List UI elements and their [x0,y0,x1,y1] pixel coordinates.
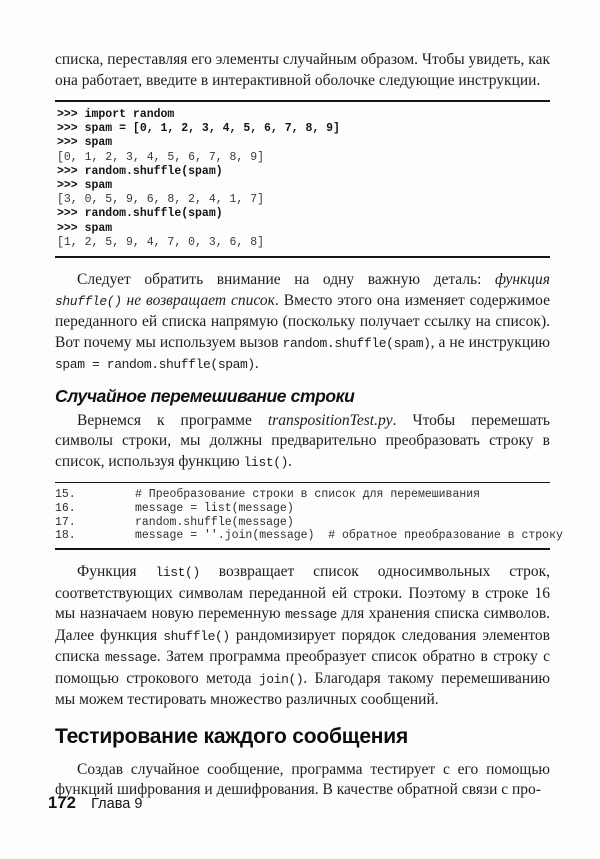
listing-line-code: # Преобразование строки в список для перемешивания [135,488,481,502]
text-run: , а не инструкцию [430,333,550,351]
listing-line-code: message = ''.join(message) # обратное преобразование в строку [135,529,563,543]
text-run: spam = random.shuffle(spam) [55,357,255,373]
listing-line-number: 15. [55,488,76,502]
text-run: random.shuffle(spam) [282,335,431,351]
text-run: для хранения списка символов. Далее функция [55,605,551,644]
chapter-label: Глава 9 [91,796,143,812]
code-line-text: >>> random.shuffle(spam) [57,164,223,178]
code-line [57,179,550,193]
text-run: функция [494,271,550,289]
text-run: shuffle() [163,628,230,644]
text-run: list() [243,454,289,470]
code-line [57,108,550,122]
code-line-text: >>> random.shuffle(spam) [57,207,223,221]
code-line-text: >>> spam [57,221,113,235]
paragraph-intro [55,50,550,91]
interactive-shell-code-block [55,100,550,258]
text-run: message [285,607,337,623]
text-run: . Затем программа преобразует список обратно в строку с помощью строкового метода [55,648,550,687]
listing-line [55,529,563,543]
subsection-heading-shuffle-string: Случайное перемешивание строки [55,385,355,406]
page-number: 172 [48,794,77,812]
text-run: возвращает список односимвольных строк, соответствующих символам переданной ей строки. Поэтому в строке 16 мы назначаем новую переменную [55,563,550,623]
text-run: . [254,355,259,373]
code-line [57,165,550,179]
text-run: Функция [77,563,156,581]
listing-line-code: message = list(message) [135,501,294,515]
text-run: . Благодаря такому перемешиванию мы можем тестировать множество различных сообщений. [55,669,550,709]
paragraph-list-function-explanation [55,562,550,711]
paragraph-transposition-test [55,411,550,474]
listing-line-number: 18. [55,529,76,543]
section-heading-testing-each-message: Тестирование каждого сообщения [55,724,409,748]
text-run: . [288,452,292,470]
code-line-text: >>> spam [57,179,113,193]
text-run: transpositionTest.py [267,411,393,429]
code-line-text: >>> spam = [0, 1, 2, 3, 4, 5, 6, 7, 8, 9] [57,122,340,136]
code-line-text: >>> spam [57,136,113,150]
text-run: message [104,650,157,666]
text-run: join() [258,671,304,687]
listing-line-number: 17. [55,515,76,529]
text-run: . Вместо этого она изменяет содержимое переданного ей списка напрямую (поскольку получает ссылку на список). Вот почему мы используем вызов [55,291,550,351]
text-run: list() [155,565,200,581]
numbered-program-listing [55,482,563,550]
listing-line [55,502,550,516]
code-line [57,122,550,136]
code-line [57,151,550,165]
listing-line-code: random.shuffle(message) [135,515,294,529]
listing-line [55,488,550,502]
code-line [57,207,550,221]
page-footer [48,794,142,813]
listing-line [55,516,550,530]
text-run: shuffle() [55,293,122,309]
text-run: Следует обратить внимание на одну важную деталь: [77,271,495,289]
text-run: рандомизирует порядок следования элементов списка [55,626,550,666]
text-run: не возвращает список [121,291,275,309]
code-line-text: [0, 1, 2, 3, 4, 5, 6, 7, 8, 9] [57,150,265,164]
code-line-text: [1, 2, 5, 9, 4, 7, 0, 3, 6, 8] [57,235,265,249]
code-line [57,222,550,236]
text-run: списка, переставляя его элементы случайным образом. Чтобы увидеть, как она работает, введите в интерактивной оболочке следующие инструкции. [55,51,550,89]
code-line-text: >>> import random [57,108,175,121]
code-line [57,136,550,150]
text-run: . Чтобы перемешать символы строки, мы должны предварительно преобразовать строку в список, используя функцию [55,411,550,470]
text-run: Создав случайное сообщение, программа тестирует с его помощью функций шифрования и дешифрования. В качестве обратной связи с про- [55,760,550,799]
listing-line-number: 16. [55,501,76,515]
text-run: Вернемся к программе [77,411,268,429]
code-line-text: [3, 0, 5, 9, 6, 8, 2, 4, 1, 7] [57,193,265,207]
code-line [57,236,550,250]
code-line [57,193,550,207]
paragraph-shuffle-detail [55,270,550,376]
